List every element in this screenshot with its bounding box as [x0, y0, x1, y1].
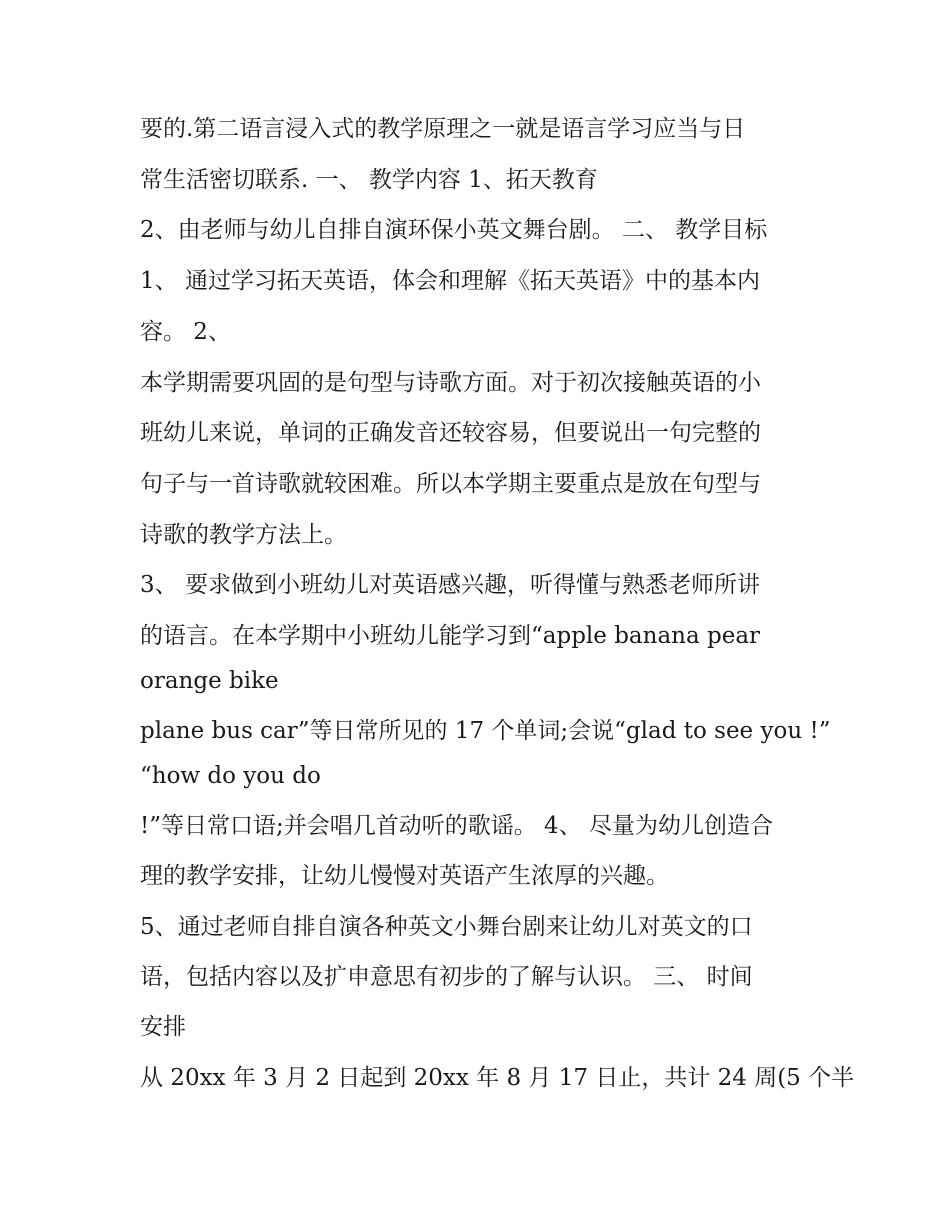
text-line: 本学期需要巩固的是句型与诗歌方面。对于初次接触英语的小: [140, 370, 761, 396]
text-line: 语，包括内容以及扩申意思有初步的了解与认识。 三、 时间: [140, 964, 753, 990]
text-line: 5、通过老师自排自演各种英文小舞台剧来让幼儿对英文的口: [140, 914, 753, 940]
text-line: 句子与一首诗歌就较困难。所以本学期主要重点是放在句型与: [140, 471, 761, 497]
text-line: plane bus car”等日常所见的 17 个单词;会说“glad to see you !”: [140, 718, 831, 744]
text-line: 常生活密切联系. 一、 教学内容 1、拓天教育: [140, 167, 598, 193]
text-line: 容。 2、: [140, 319, 231, 345]
text-line: 要的.第二语言浸入式的教学原理之一就是语言学习应当与日: [140, 116, 746, 142]
text-line: 诗歌的教学方法上。: [140, 522, 347, 548]
text-line: orange bike: [140, 668, 279, 694]
text-line: 安排: [140, 1014, 186, 1040]
text-line: 2、由老师与幼儿自排自演环保小英文舞台剧。 二、 教学目标: [140, 217, 768, 243]
text-line: 班幼儿来说，单词的正确发音还较容易，但要说出一句完整的: [140, 420, 761, 446]
text-line: 1、 通过学习拓天英语，体会和理解《拓天英语》中的基本内: [140, 268, 760, 294]
text-line: 理的教学安排，让幼儿慢慢对英语产生浓厚的兴趣。: [140, 863, 669, 889]
text-line: 3、 要求做到小班幼儿对英语感兴趣，听得懂与熟悉老师所讲: [140, 572, 760, 598]
text-line: !”等日常口语;并会唱几首动听的歌谣。 4、 尽量为幼儿创造合: [140, 813, 774, 839]
text-line: 的语言。在本学期中小班幼儿能学习到“apple banana pear: [140, 623, 761, 649]
text-line: “how do you do: [140, 763, 321, 789]
text-line: 从 20xx 年 3 月 2 日起到 20xx 年 8 月 17 日止，共计 24 周(5 个半: [140, 1065, 855, 1091]
